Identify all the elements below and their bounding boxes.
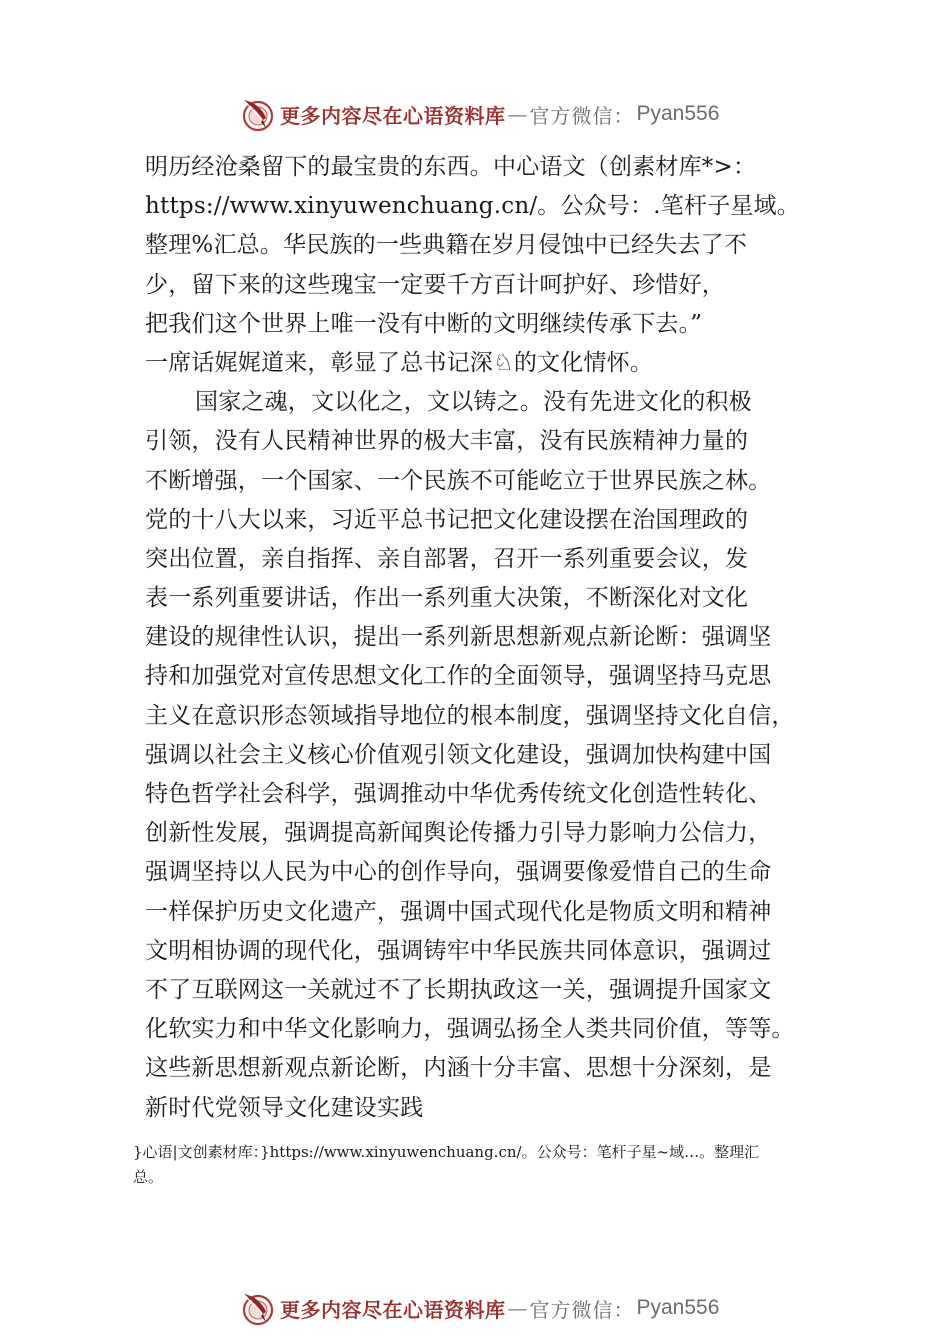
text-line: 创新性发展，强调提高新闻舆论传播力引导力影响力公信力， <box>145 820 772 847</box>
quill-pen-logo-icon <box>236 94 276 134</box>
paragraph-start-line: 国家之魂，文以化之，文以铸之。没有先进文化的积极 <box>195 389 752 416</box>
quill-pen-logo-icon <box>236 1288 276 1328</box>
footnote <box>133 1140 843 1190</box>
text-line: 一样保护历史文化遗产，强调中国式现代化是物质文明和精神 <box>145 898 772 925</box>
header-banner <box>236 94 719 134</box>
banner-official-label: 官方微信： <box>529 1297 635 1322</box>
banner-brand-text: 更多内容尽在心语资料库 <box>280 1297 506 1322</box>
footnote-line: 总。 <box>133 1168 164 1186</box>
text-line: 把我们这个世界上唯一没有中断的文明继续传承下去。” <box>145 310 703 337</box>
footnote-line: }心语|文创素材库：}https://www.xinyuwenchuang.cn/。公众号：笔杆子星~域…。整理汇 <box>133 1143 760 1161</box>
text-line-url: https://www.xinyuwenchuang.cn/。公众号：.笔杆子星域。 <box>145 193 800 220</box>
text-line: 建设的规律性认识，提出一系列新思想新观点新论断：强调坚 <box>145 624 772 651</box>
text-line: 强调以社会主义核心价值观引领文化建设，强调加快构建中国 <box>145 741 772 768</box>
text-line: 少，留下来的这些瑰宝一定要千方百计呵护好、珍惜好， <box>145 271 725 298</box>
text-line: 明历经沧桑留下的最宝贵的东西。中心语文（创素材库*>： <box>145 154 757 180</box>
banner-dash: — <box>507 102 528 126</box>
text-line: 表一系列重要讲话，作出一系列重大决策，不断深化对文化 <box>145 585 749 612</box>
text-line: 不了互联网这一关就过不了长期执政这一关，强调提升国家文 <box>145 976 772 1003</box>
banner-dash: — <box>507 1296 528 1320</box>
banner-wechat-id: Pyan556 <box>636 1296 720 1319</box>
banner-brand-text: 更多内容尽在心语资料库 <box>280 103 506 128</box>
text-line: 文明相协调的现代化，强调铸牢中华民族共同体意识，强调过 <box>145 937 772 964</box>
text-line: 新时代党领导文化建设实践 <box>145 1094 424 1121</box>
text-line: 引领，没有人民精神世界的极大丰富，没有民族精神力量的 <box>145 428 749 455</box>
text-line: 不断增强，一个国家、一个民族不可能屹立于世界民族之林。 <box>145 467 772 494</box>
footer-banner <box>236 1288 719 1328</box>
text-line: 主义在意识形态领域指导地位的根本制度，强调坚持文化自信， <box>145 702 795 729</box>
text-line: 这些新思想新观点新论断，内涵十分丰富、思想十分深刻，是 <box>145 1055 772 1082</box>
text-line: 特色哲学社会科学，强调推动中华优秀传统文化创造性转化、 <box>145 781 772 807</box>
banner-wechat-id: Pyan556 <box>636 102 720 125</box>
text-line: 整理%汇总。华民族的一些典籍在岁月侵蚀中已经失去了不 <box>145 232 748 259</box>
document-body <box>145 148 845 1128</box>
banner-official-label: 官方微信： <box>529 103 635 128</box>
text-line: 强调坚持以人民为中心的创作导向，强调要像爱惜自己的生命 <box>145 859 772 886</box>
text-line: 党的十八大以来，习近平总书记把文化建设摆在治国理政的 <box>145 506 749 533</box>
text-line: 一席话娓娓道来，彰显了总书记深♘的文化情怀。 <box>145 349 654 376</box>
text-line: 突出位置，亲自指挥、亲自部署，召开一系列重要会议，发 <box>145 545 749 572</box>
text-line: 化软实力和中华文化影响力，强调弘扬全人类共同价值，等等。 <box>145 1016 795 1043</box>
text-line: 持和加强党对宣传思想文化工作的全面领导，强调坚持马克思 <box>145 663 772 690</box>
